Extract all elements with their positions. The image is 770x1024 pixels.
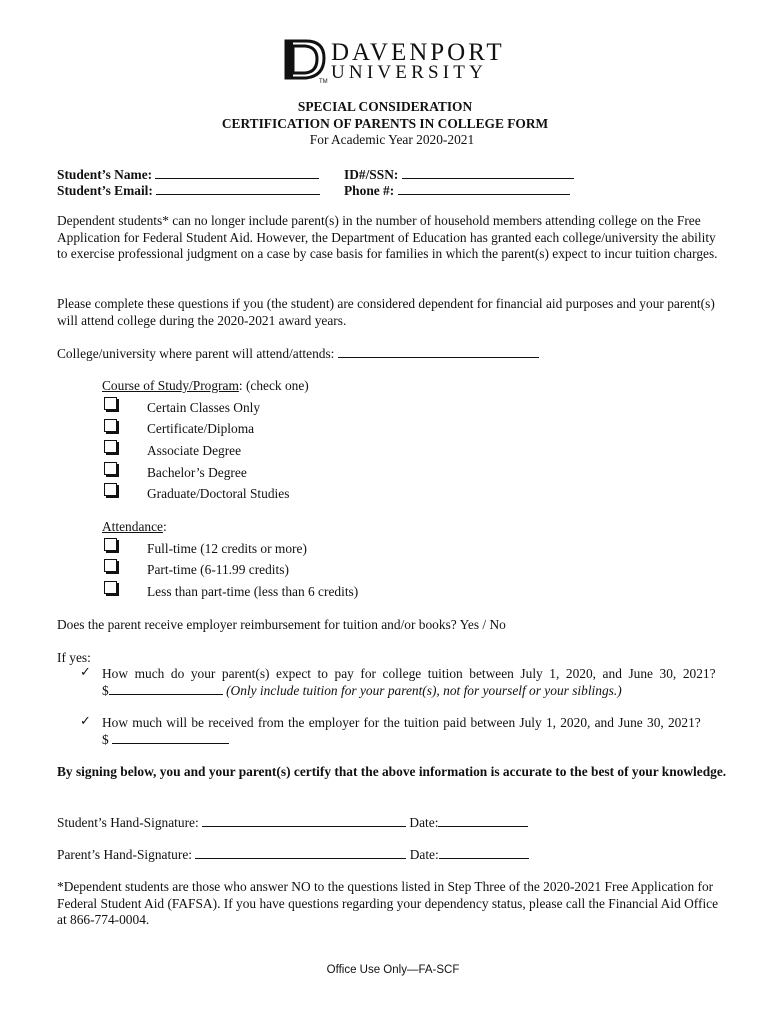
question-1-note: (Only include tuition for your parent(s), not for yourself or your siblings.) [226,683,622,698]
checkbox-certificate-diploma[interactable] [104,419,117,432]
student-id-blank[interactable] [402,166,574,179]
question-1-blank[interactable] [109,682,223,695]
question-1-answer[interactable] [102,682,622,700]
question-2: How much will be received from the employer for the tuition paid between July 1, 2020, and June 30, 2021? [102,715,701,730]
college-label: College/university where parent will attend/attends: [57,346,335,361]
checkbox-graduate-doctoral[interactable] [104,483,117,496]
student-phone-blank[interactable] [398,182,570,195]
instructions-paragraph: Please complete these questions if you (the student) are considered dependent for financial aid purposes and your parent(s) will attend college during the 2020-2021 award years. [57,296,715,328]
question-2-blank[interactable] [112,731,229,744]
student-phone-label: Phone #: [344,183,395,198]
student-signature-label: Student’s Hand-Signature: [57,815,199,830]
checkbox-associate-degree[interactable] [104,440,117,453]
college-blank[interactable] [338,345,539,358]
student-signature-field[interactable] [57,814,528,832]
office-use-footer: Office Use Only—FA-SCF [326,964,460,976]
college-field[interactable] [57,345,539,363]
form-title: CERTIFICATION OF PARENTS IN COLLEGE FORM [221,116,549,131]
form-header-line1: SPECIAL CONSIDERATION [297,99,473,114]
checkbox-part-time[interactable] [104,559,117,572]
student-date-blank[interactable] [438,814,528,827]
attendance-section-note: : [162,519,167,534]
checkbox-full-time[interactable] [104,538,117,551]
university-logo [283,38,523,88]
dependent-students-note: *Dependent students are those who answer NO to the questions listed in Step Three of the 2020-2021 Free Application for Federal Student Aid (FAFSA). If you have questions regarding your dependency status, please call the Financial Aid Office at 866-774-0004. [57,879,719,927]
student-email-field[interactable] [57,182,320,200]
option-certain-classes: Certain Classes Only [147,400,261,415]
checkbox-less-than-part-time[interactable] [104,581,117,594]
student-name-blank[interactable] [155,166,319,179]
question-1: How much do your parent(s) expect to pay for college tuition between July 1, 2020, and June 30, 2021? [102,666,716,681]
checkbox-bachelors-degree[interactable] [104,462,117,475]
option-full-time: Full-time (12 credits or more) [147,541,307,556]
question-1-currency: $ [102,683,109,698]
attendance-section-title: Attendance [102,519,163,534]
shield-d-icon [283,38,327,82]
option-less-than-part-time: Less than part-time (less than 6 credits) [147,584,359,599]
course-section-title: Course of Study/Program [102,378,239,393]
course-section-note: : (check one) [238,378,309,393]
if-yes-label: If yes: [57,650,91,665]
checkbox-certain-classes[interactable] [104,397,117,410]
option-associate-degree: Associate Degree [147,443,242,458]
student-name-field[interactable] [57,166,319,184]
option-graduate-doctoral: Graduate/Doctoral Studies [147,486,290,501]
student-email-label: Student’s Email: [57,183,153,198]
option-certificate-diploma: Certificate/Diploma [147,421,255,436]
parent-signature-label: Parent’s Hand-Signature: [57,847,192,862]
student-id-label: ID#/SSN: [344,167,399,182]
checkmark-icon: ✓ [80,665,91,680]
employer-question: Does the parent receive employer reimbursement for tuition and/or books? Yes / No [57,617,506,632]
attendance-section-heading [102,519,167,536]
question-2-currency: $ [102,732,109,747]
student-name-label: Student’s Name: [57,167,153,182]
logo-name-line1: DAVENPORT [331,39,505,66]
trademark-mark: TM [319,79,328,85]
parent-date-blank[interactable] [439,846,529,859]
parent-date-label: Date: [409,847,439,862]
option-part-time: Part-time (6-11.99 credits) [147,562,289,577]
option-bachelors-degree: Bachelor’s Degree [147,465,247,480]
certification-statement: By signing below, you and your parent(s) certify that the above information is accurate to the best of your knowledge. [57,764,727,779]
parent-signature-blank[interactable] [195,846,406,859]
checkmark-icon: ✓ [80,714,91,729]
parent-signature-field[interactable] [57,846,529,864]
student-phone-field[interactable] [344,182,570,200]
academic-year: For Academic Year 2020-2021 [309,132,475,147]
logo-name-line2: UNIVERSITY [331,62,487,83]
course-section-heading [102,378,309,395]
intro-paragraph: Dependent students* can no longer include parent(s) in the number of household members attending college on the Free Application for Federal Student Aid. However, the Department of Education has granted each college/university the ability to exercise professional judgment on a case by case basis for families in which the parent(s) expect to incur tuition charges. [57,213,718,261]
question-2-answer[interactable] [102,731,229,749]
student-email-blank[interactable] [156,182,320,195]
student-date-label: Date: [409,815,439,830]
student-id-field[interactable] [344,166,574,184]
student-signature-blank[interactable] [202,814,406,827]
